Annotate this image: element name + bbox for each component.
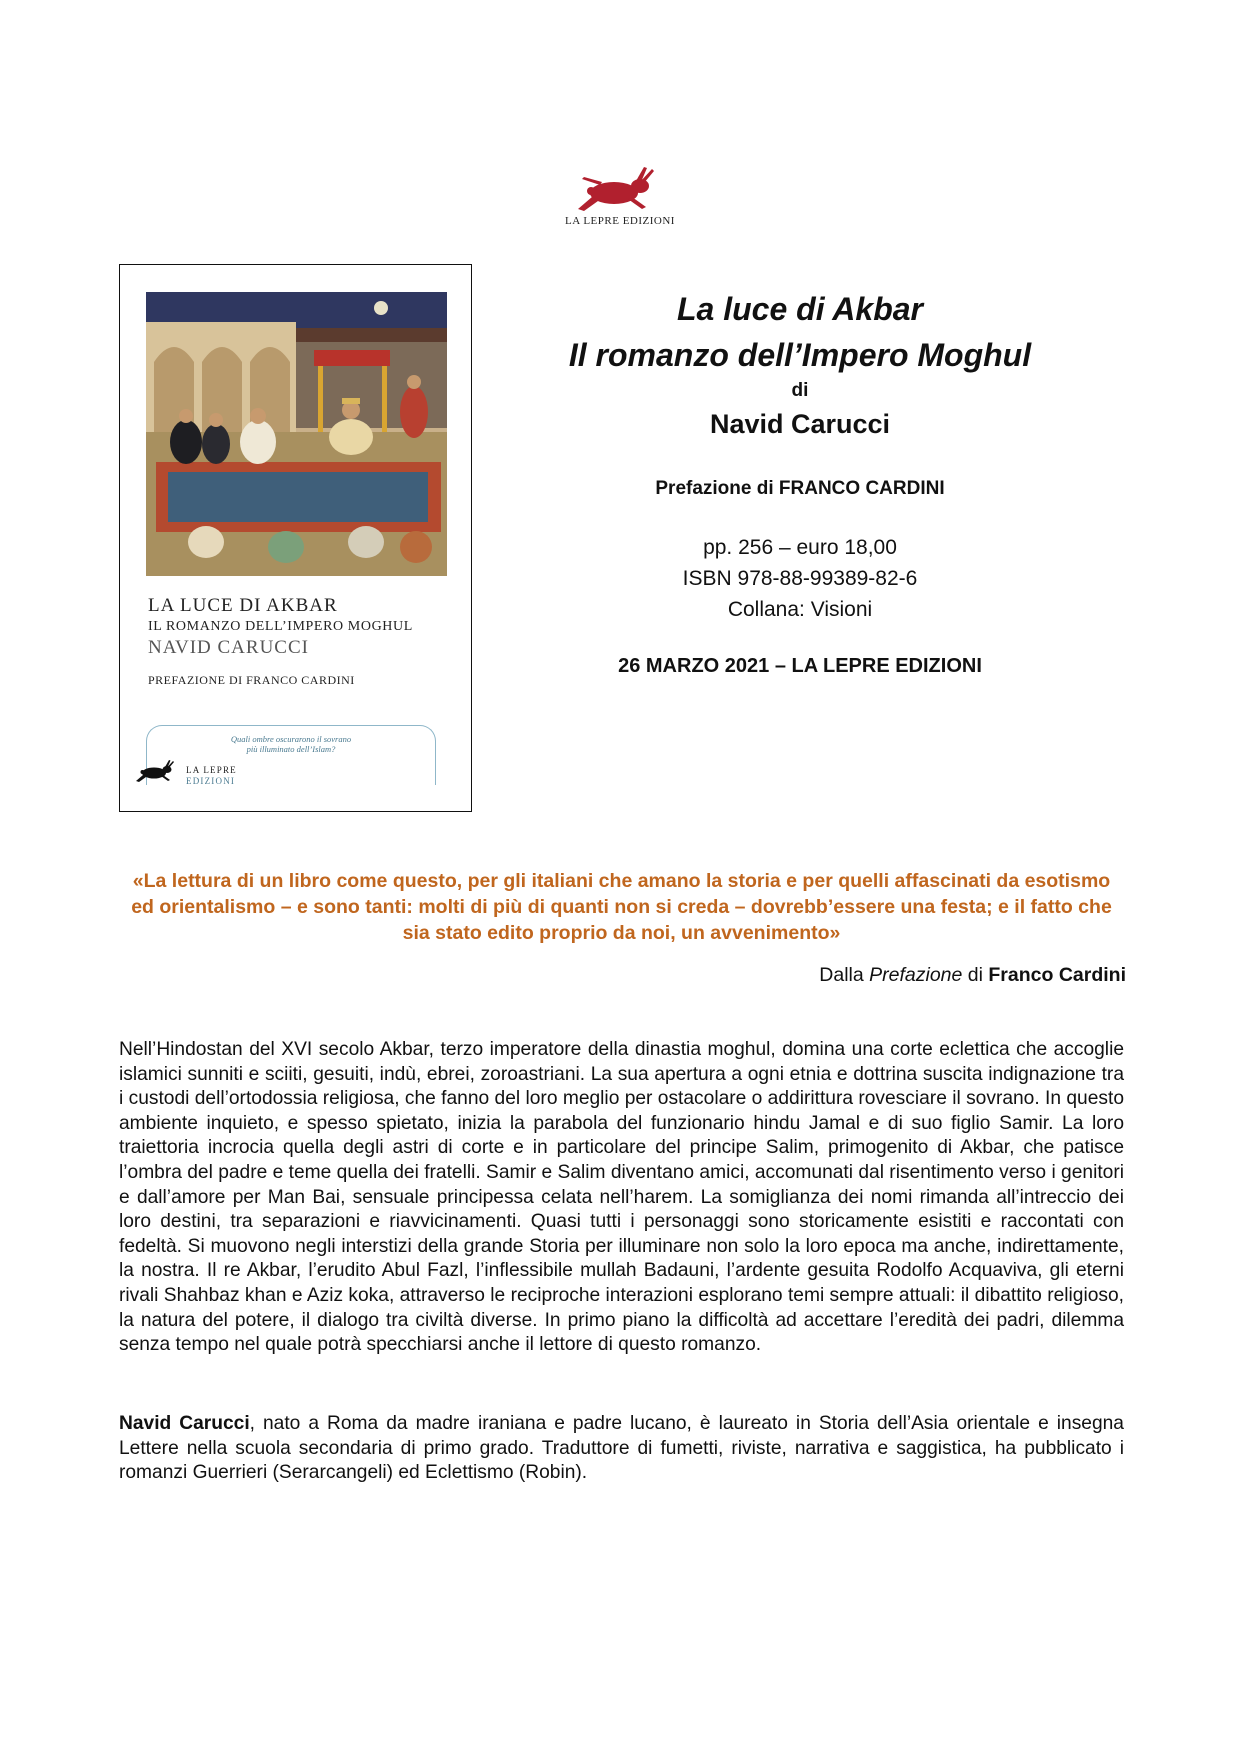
book-author: Navid Carucci — [709, 409, 891, 439]
release-date: 26 MARZO 2021 – LA LEPRE EDIZIONI — [618, 655, 982, 677]
cover-publisher-line2: EDIZIONI — [186, 776, 236, 786]
cover-title: LA LUCE DI AKBAR — [148, 595, 338, 616]
quote-source-mid: di — [967, 964, 983, 986]
bio-name: Navid Carucci — [119, 1413, 250, 1434]
series: Collana: Visioni — [727, 598, 873, 621]
logo-text: LA LEPRE EDIZIONI — [565, 215, 675, 227]
cover-tagline-line1: Quali ombre oscurarono il sovrano — [230, 734, 352, 744]
cover-subtitle: IL ROMANZO DELL’IMPERO MOGHUL — [148, 619, 413, 634]
book-specs — [540, 532, 1060, 625]
quote-source-author: Franco Cardini — [988, 964, 1126, 986]
cover-tagline — [147, 734, 435, 754]
cover-preface: PREFAZIONE DI FRANCO CARDINI — [148, 673, 355, 687]
cover-hare-icon — [134, 757, 180, 785]
book-cover — [119, 264, 472, 812]
publisher-logo — [560, 165, 680, 227]
quote-source — [819, 964, 1126, 987]
cover-painting — [146, 292, 447, 576]
preface-quote: «La lettura di un libro come questo, per gli italiani che amano la storia e per quelli affascinati da esotismo ed orientalismo – e sono tanti: molti di più di quanti non si creda – dovrebb’essere una festa; e il fatto che sia stato edito proprio da noi, un avvenimento» — [131, 870, 1112, 944]
book-title: La luce di Akbar — [677, 291, 923, 327]
cover-publisher — [186, 765, 237, 787]
cover-title-block — [148, 595, 413, 688]
isbn: ISBN 978-88-99389-82-6 — [682, 567, 918, 590]
bio-text: , nato a Roma da madre iraniana e padre lucano, è laureato in Storia dell’Asia orientale e insegna Lettere nella scuola secondaria di primo grado. Traduttore di fumetti, riviste, narrativa e saggistica, ha pubblicato i romanzi Guerrieri (Serarcangeli) ed Eclettismo (Robin). — [119, 1413, 1124, 1484]
hare-icon — [574, 165, 666, 213]
quote-source-prefix: Dalla — [819, 964, 864, 986]
book-subtitle: Il romanzo dell’Impero Moghul — [568, 337, 1032, 373]
cover-tagline-line2: più illuminato dell’Islam? — [246, 744, 336, 754]
book-info — [540, 286, 1060, 678]
pages-price: pp. 256 – euro 18,00 — [703, 536, 897, 559]
book-preface: Prefazione di FRANCO CARDINI — [655, 478, 945, 499]
by-label: di — [791, 380, 809, 401]
synopsis-paragraph: Nell’Hindostan del XVI secolo Akbar, terzo imperatore della dinastia moghul, domina una corte eclettica che accoglie islamici sunniti e sciiti, gesuiti, indù, ebrei, zoroastriani. La sua apertura a ogni etnia e dottrina suscita indignazione tra i custodi dell’ortodossia religiosa, che fanno del loro meglio per ostacolare o addirittura rovesciare il sovrano. In questo ambiente inquieto, e spesso spietato, inizia la parabola del funzionario hindu Jamal e di suo figlio Samir. La loro traiettoria incrocia quella degli astri di corte e in particolare del principe Salim, primogenito di Akbar, che patisce l’ombra del padre e teme quella dei fratelli. Samir e Salim diventano amici, accomunati dal risentimento verso i genitori e dall’amore per Man Bai, sensuale principessa celata nell’harem. La somiglianza dei nomi rimanda all’intreccio dei loro destini, tra separazioni e riavvicinamenti. Quasi tutti i personaggi sono storicamente esistiti e raccontati con fedeltà. Si muovono negli interstizi della grande Storia per illuminare non solo la loro epoca ma anche, indirettamente, la nostra. Il re Akbar, l’erudito Abul Fazl, l’inflessibile mullah Badauni, l’ardente gesuita Rodolfo Acquaviva, gli eterni rivali Shahbaz khan e Aziz koka, attraverso le reciproche interazioni esplorano temi sempre attuali: il dibattito religioso, la natura del potere, il dialogo tra civiltà diverse. In primo piano la difficoltà ad accettare l’eredità dei padri, dilemma senza tempo nel quale potrà specchiarsi anche il lettore di questo romanzo. — [119, 1039, 1124, 1356]
author-bio — [119, 1412, 1124, 1486]
cover-publisher-line1: LA LEPRE — [186, 765, 237, 775]
cover-author: NAVID CARUCCI — [148, 637, 309, 658]
quote-source-work: Prefazione — [869, 964, 963, 986]
